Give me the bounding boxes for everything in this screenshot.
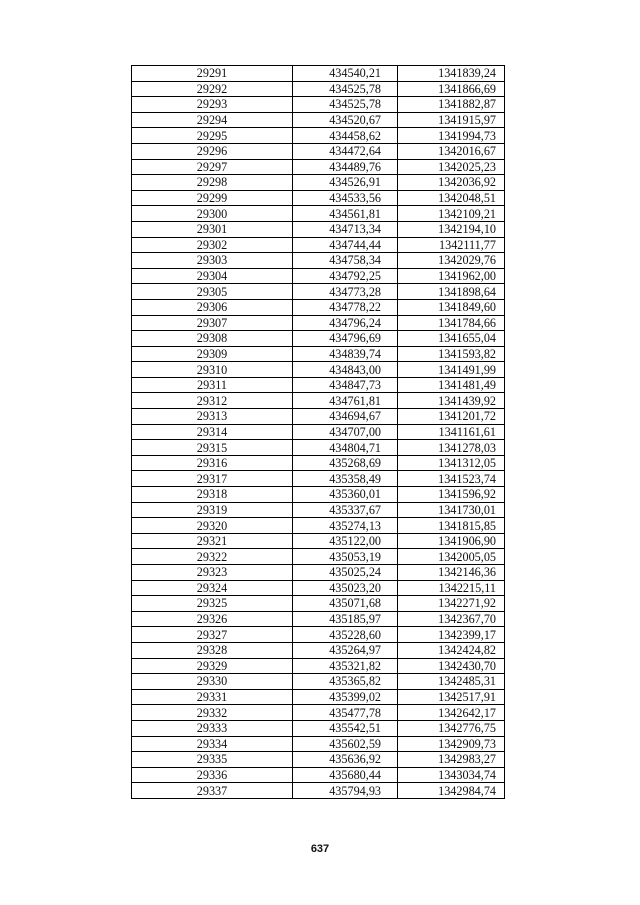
table-row — [132, 190, 505, 206]
y-coordinate-cell: 1341784,66 — [398, 315, 505, 331]
y-coordinate-cell: 1342025,23 — [398, 159, 505, 175]
point-number-cell: 29332 — [132, 705, 293, 721]
x-coordinate-cell: 435680,44 — [293, 767, 398, 783]
table-row — [132, 689, 505, 705]
x-coordinate-cell: 434792,25 — [293, 268, 398, 284]
table-row — [132, 611, 505, 627]
x-coordinate-cell: 435268,69 — [293, 455, 398, 471]
point-number-cell: 29291 — [132, 66, 293, 82]
x-coordinate-cell: 434796,69 — [293, 331, 398, 347]
x-coordinate-cell: 434489,76 — [293, 159, 398, 175]
point-number-cell: 29305 — [132, 284, 293, 300]
x-coordinate-cell: 435228,60 — [293, 627, 398, 643]
x-coordinate-cell: 434839,74 — [293, 346, 398, 362]
point-number-cell: 29324 — [132, 580, 293, 596]
x-coordinate-cell: 434525,78 — [293, 97, 398, 113]
y-coordinate-cell: 1341849,60 — [398, 299, 505, 315]
x-coordinate-cell: 434804,71 — [293, 440, 398, 456]
point-number-cell: 29299 — [132, 190, 293, 206]
x-coordinate-cell: 435360,01 — [293, 487, 398, 503]
y-coordinate-cell: 1341839,24 — [398, 66, 505, 82]
table-row — [132, 315, 505, 331]
y-coordinate-cell: 1341491,99 — [398, 362, 505, 378]
point-number-cell: 29310 — [132, 362, 293, 378]
point-number-cell: 29301 — [132, 221, 293, 237]
table-row — [132, 440, 505, 456]
x-coordinate-cell: 435025,24 — [293, 565, 398, 581]
x-coordinate-cell: 435321,82 — [293, 658, 398, 674]
y-coordinate-cell: 1342005,05 — [398, 549, 505, 565]
point-number-cell: 29322 — [132, 549, 293, 565]
table-row — [132, 331, 505, 347]
table-row — [132, 66, 505, 82]
table-row — [132, 549, 505, 565]
table-row — [132, 752, 505, 768]
table-row — [132, 159, 505, 175]
y-coordinate-cell: 1343034,74 — [398, 767, 505, 783]
coordinates-table-body — [132, 66, 505, 799]
point-number-cell: 29318 — [132, 487, 293, 503]
table-row — [132, 128, 505, 144]
x-coordinate-cell: 435602,59 — [293, 736, 398, 752]
point-number-cell: 29313 — [132, 409, 293, 425]
point-number-cell: 29294 — [132, 112, 293, 128]
x-coordinate-cell: 434773,28 — [293, 284, 398, 300]
table-row — [132, 221, 505, 237]
point-number-cell: 29320 — [132, 518, 293, 534]
table-row — [132, 97, 505, 113]
y-coordinate-cell: 1341312,05 — [398, 455, 505, 471]
point-number-cell: 29306 — [132, 299, 293, 315]
y-coordinate-cell: 1342430,70 — [398, 658, 505, 674]
y-coordinate-cell: 1342485,31 — [398, 674, 505, 690]
y-coordinate-cell: 1341593,82 — [398, 346, 505, 362]
x-coordinate-cell: 434526,91 — [293, 175, 398, 191]
y-coordinate-cell: 1341161,61 — [398, 424, 505, 440]
table-row — [132, 393, 505, 409]
coordinates-table — [131, 65, 505, 799]
point-number-cell: 29302 — [132, 237, 293, 253]
y-coordinate-cell: 1342271,92 — [398, 596, 505, 612]
y-coordinate-cell: 1342194,10 — [398, 221, 505, 237]
table-row — [132, 362, 505, 378]
x-coordinate-cell: 435264,97 — [293, 642, 398, 658]
x-coordinate-cell: 434847,73 — [293, 377, 398, 393]
y-coordinate-cell: 1342048,51 — [398, 190, 505, 206]
x-coordinate-cell: 434707,00 — [293, 424, 398, 440]
table-row — [132, 253, 505, 269]
x-coordinate-cell: 434458,62 — [293, 128, 398, 144]
y-coordinate-cell: 1341915,97 — [398, 112, 505, 128]
y-coordinate-cell: 1341866,69 — [398, 81, 505, 97]
y-coordinate-cell: 1342642,17 — [398, 705, 505, 721]
y-coordinate-cell: 1342036,92 — [398, 175, 505, 191]
table-row — [132, 642, 505, 658]
table-row — [132, 596, 505, 612]
x-coordinate-cell: 435399,02 — [293, 689, 398, 705]
x-coordinate-cell: 435542,51 — [293, 720, 398, 736]
point-number-cell: 29325 — [132, 596, 293, 612]
point-number-cell: 29326 — [132, 611, 293, 627]
table-row — [132, 377, 505, 393]
point-number-cell: 29309 — [132, 346, 293, 362]
x-coordinate-cell: 434525,78 — [293, 81, 398, 97]
point-number-cell: 29329 — [132, 658, 293, 674]
table-row — [132, 424, 505, 440]
x-coordinate-cell: 434540,21 — [293, 66, 398, 82]
x-coordinate-cell: 434778,22 — [293, 299, 398, 315]
point-number-cell: 29300 — [132, 206, 293, 222]
point-number-cell: 29335 — [132, 752, 293, 768]
x-coordinate-cell: 435023,20 — [293, 580, 398, 596]
y-coordinate-cell: 1342111,77 — [398, 237, 505, 253]
table-row — [132, 409, 505, 425]
x-coordinate-cell: 434758,34 — [293, 253, 398, 269]
y-coordinate-cell: 1341994,73 — [398, 128, 505, 144]
table-row — [132, 720, 505, 736]
x-coordinate-cell: 434796,24 — [293, 315, 398, 331]
x-coordinate-cell: 434520,67 — [293, 112, 398, 128]
table-row — [132, 783, 505, 799]
point-number-cell: 29307 — [132, 315, 293, 331]
y-coordinate-cell: 1342215,11 — [398, 580, 505, 596]
table-row — [132, 206, 505, 222]
x-coordinate-cell: 435794,93 — [293, 783, 398, 799]
y-coordinate-cell: 1341962,00 — [398, 268, 505, 284]
point-number-cell: 29303 — [132, 253, 293, 269]
x-coordinate-cell: 434843,00 — [293, 362, 398, 378]
x-coordinate-cell: 434472,64 — [293, 143, 398, 159]
y-coordinate-cell: 1342517,91 — [398, 689, 505, 705]
y-coordinate-cell: 1342109,21 — [398, 206, 505, 222]
point-number-cell: 29293 — [132, 97, 293, 113]
point-number-cell: 29319 — [132, 502, 293, 518]
point-number-cell: 29333 — [132, 720, 293, 736]
point-number-cell: 29314 — [132, 424, 293, 440]
table-row — [132, 705, 505, 721]
y-coordinate-cell: 1342984,74 — [398, 783, 505, 799]
point-number-cell: 29311 — [132, 377, 293, 393]
table-row — [132, 658, 505, 674]
point-number-cell: 29331 — [132, 689, 293, 705]
table-row — [132, 767, 505, 783]
y-coordinate-cell: 1341898,64 — [398, 284, 505, 300]
x-coordinate-cell: 435122,00 — [293, 533, 398, 549]
y-coordinate-cell: 1342016,67 — [398, 143, 505, 159]
point-number-cell: 29295 — [132, 128, 293, 144]
point-number-cell: 29315 — [132, 440, 293, 456]
y-coordinate-cell: 1342146,36 — [398, 565, 505, 581]
table-row — [132, 736, 505, 752]
table-row — [132, 237, 505, 253]
y-coordinate-cell: 1341523,74 — [398, 471, 505, 487]
y-coordinate-cell: 1342424,82 — [398, 642, 505, 658]
table-row — [132, 268, 505, 284]
table-row — [132, 112, 505, 128]
y-coordinate-cell: 1342029,76 — [398, 253, 505, 269]
y-coordinate-cell: 1341906,90 — [398, 533, 505, 549]
table-row — [132, 627, 505, 643]
table-row — [132, 518, 505, 534]
point-number-cell: 29296 — [132, 143, 293, 159]
point-number-cell: 29330 — [132, 674, 293, 690]
y-coordinate-cell: 1342983,27 — [398, 752, 505, 768]
table-row — [132, 487, 505, 503]
y-coordinate-cell: 1341278,03 — [398, 440, 505, 456]
y-coordinate-cell: 1341201,72 — [398, 409, 505, 425]
table-row — [132, 81, 505, 97]
point-number-cell: 29317 — [132, 471, 293, 487]
y-coordinate-cell: 1341439,92 — [398, 393, 505, 409]
x-coordinate-cell: 435053,19 — [293, 549, 398, 565]
table-row — [132, 471, 505, 487]
point-number-cell: 29304 — [132, 268, 293, 284]
point-number-cell: 29308 — [132, 331, 293, 347]
point-number-cell: 29334 — [132, 736, 293, 752]
x-coordinate-cell: 435274,13 — [293, 518, 398, 534]
table-row — [132, 674, 505, 690]
table-row — [132, 175, 505, 191]
point-number-cell: 29297 — [132, 159, 293, 175]
y-coordinate-cell: 1342776,75 — [398, 720, 505, 736]
point-number-cell: 29298 — [132, 175, 293, 191]
x-coordinate-cell: 434533,56 — [293, 190, 398, 206]
y-coordinate-cell: 1342909,73 — [398, 736, 505, 752]
x-coordinate-cell: 435477,78 — [293, 705, 398, 721]
x-coordinate-cell: 435358,49 — [293, 471, 398, 487]
page-number: 637 — [310, 843, 330, 855]
x-coordinate-cell: 435185,97 — [293, 611, 398, 627]
table-row — [132, 580, 505, 596]
point-number-cell: 29321 — [132, 533, 293, 549]
y-coordinate-cell: 1341596,92 — [398, 487, 505, 503]
point-number-cell: 29316 — [132, 455, 293, 471]
point-number-cell: 29337 — [132, 783, 293, 799]
point-number-cell: 29327 — [132, 627, 293, 643]
table-row — [132, 346, 505, 362]
y-coordinate-cell: 1341655,04 — [398, 331, 505, 347]
point-number-cell: 29292 — [132, 81, 293, 97]
y-coordinate-cell: 1341882,87 — [398, 97, 505, 113]
x-coordinate-cell: 434561,81 — [293, 206, 398, 222]
x-coordinate-cell: 434713,34 — [293, 221, 398, 237]
point-number-cell: 29312 — [132, 393, 293, 409]
table-row — [132, 533, 505, 549]
y-coordinate-cell: 1341481,49 — [398, 377, 505, 393]
y-coordinate-cell: 1342399,17 — [398, 627, 505, 643]
table-row — [132, 502, 505, 518]
table-row — [132, 299, 505, 315]
x-coordinate-cell: 434761,81 — [293, 393, 398, 409]
x-coordinate-cell: 435365,82 — [293, 674, 398, 690]
x-coordinate-cell: 435071,68 — [293, 596, 398, 612]
x-coordinate-cell: 435636,92 — [293, 752, 398, 768]
table-row — [132, 284, 505, 300]
y-coordinate-cell: 1341815,85 — [398, 518, 505, 534]
x-coordinate-cell: 434744,44 — [293, 237, 398, 253]
table-row — [132, 455, 505, 471]
x-coordinate-cell: 434694,67 — [293, 409, 398, 425]
y-coordinate-cell: 1342367,70 — [398, 611, 505, 627]
x-coordinate-cell: 435337,67 — [293, 502, 398, 518]
point-number-cell: 29328 — [132, 642, 293, 658]
point-number-cell: 29336 — [132, 767, 293, 783]
y-coordinate-cell: 1341730,01 — [398, 502, 505, 518]
point-number-cell: 29323 — [132, 565, 293, 581]
table-row — [132, 143, 505, 159]
table-row — [132, 565, 505, 581]
